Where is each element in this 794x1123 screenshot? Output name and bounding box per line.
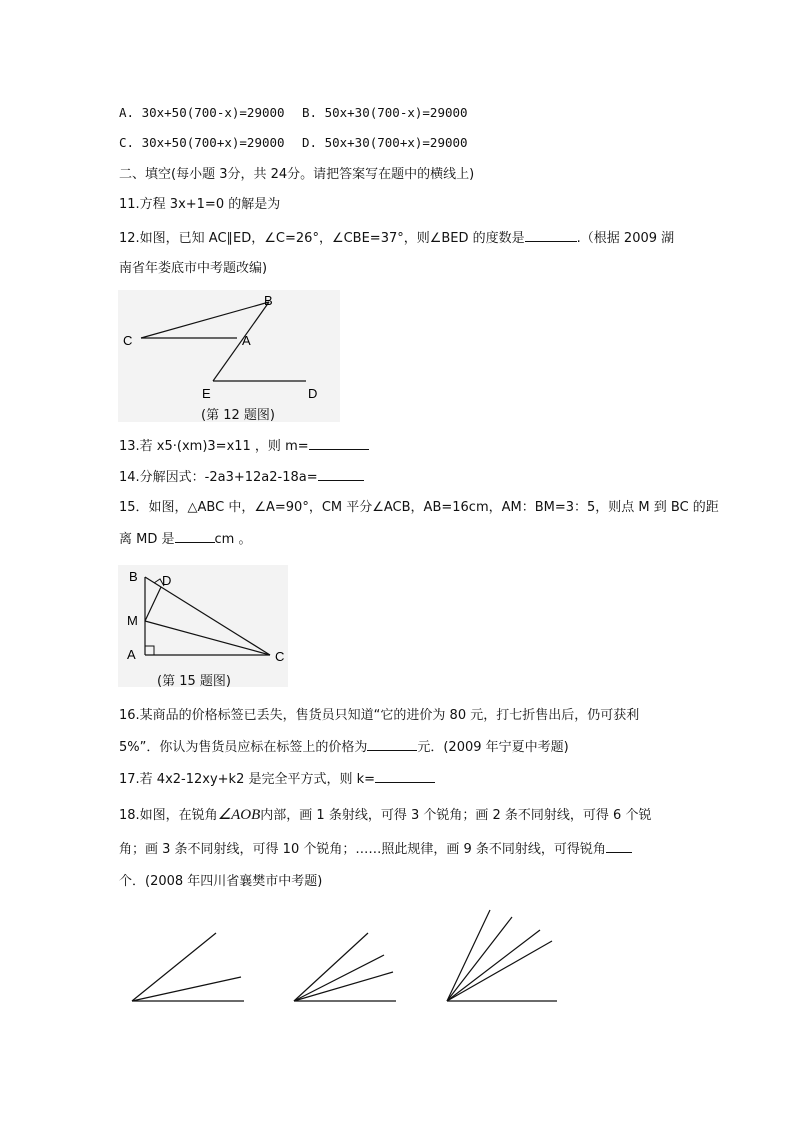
question-15-line2 — [119, 530, 251, 549]
option-b: B. 50x+30(700-x)=29000 — [302, 105, 468, 120]
q16-text: 5%”．你认为售货员应标在标签上的价格为 — [119, 740, 368, 755]
answer-blank[interactable] — [606, 840, 632, 853]
diagram-3-rays — [447, 910, 557, 1001]
q15-unit: cm 。 — [214, 532, 252, 547]
q12-source: .（根据 2009 湖 — [576, 231, 675, 246]
label-e: E — [202, 386, 211, 401]
figure-18 — [120, 900, 580, 1010]
q12-text: 12.如图，已知 AC∥ED，∠C=26°，∠CBE=37°，则∠BED 的度数是 — [119, 231, 525, 246]
question-14 — [119, 468, 364, 487]
label-c: C — [275, 649, 285, 664]
option-d: D. 50x+30(700+x)=29000 — [302, 135, 468, 150]
figure-15-caption: (第 15 题图) — [157, 674, 231, 689]
label-d: D — [162, 573, 172, 588]
answer-blank[interactable] — [375, 770, 435, 783]
option-c: C. 30x+50(700+x)=29000 — [119, 135, 285, 150]
q18-text-2: 角；画 3 条不同射线，可得 10 个锐角；……照此规律，画 9 条不同射线，可得锐角 — [119, 842, 606, 857]
answer-blank[interactable] — [318, 468, 364, 481]
answer-blank[interactable] — [175, 530, 215, 543]
question-18 — [119, 806, 651, 825]
label-a: A — [242, 333, 251, 348]
label-a: A — [127, 647, 136, 662]
diagram-1-ray — [132, 933, 244, 1001]
answer-blank[interactable] — [309, 437, 369, 450]
question-18-line2 — [119, 840, 632, 859]
question-11: 11.方程 3x+1=0 的解是为 — [119, 197, 281, 212]
q17-text: 17.若 4x2-12xy+k2 是完全平方式，则 k= — [119, 772, 376, 787]
question-16: 16.某商品的价格标签已丢失，售货员只知道“它的进价为 80 元，打七折售出后，仍可获利 — [119, 708, 640, 723]
label-b: B — [264, 293, 273, 308]
q14-text: 14.分解因式：-2a3+12a2-18a= — [119, 470, 318, 485]
question-15: 15．如图，△ABC 中，∠A=90°，CM 平分∠ACB，AB=16cm，AM：BM=3：5，则点 M 到 BC 的距 — [119, 500, 719, 515]
label-d: D — [308, 386, 318, 401]
q18-prefix: 18.如图，在锐角 — [119, 808, 218, 823]
label-c: C — [123, 333, 133, 348]
answer-blank[interactable] — [367, 738, 417, 751]
label-m: M — [127, 613, 138, 628]
question-12-line2: 南省年娄底市中考题改编) — [119, 261, 268, 276]
option-a: A. 30x+50(700-x)=29000 — [119, 105, 285, 120]
figure-15 — [118, 565, 288, 687]
q13-text: 13.若 x5·(xm)3=x11 ，则 m= — [119, 439, 309, 454]
q15-text: 离 MD 是 — [119, 532, 175, 547]
question-16-line2 — [119, 738, 569, 757]
figure-12-caption: (第 12 题图) — [201, 408, 275, 423]
angle-aob: ∠AOB — [217, 807, 261, 823]
q18-text: 内部，画 1 条射线，可得 3 个锐角；画 2 条不同射线，可得 6 个锐 — [260, 808, 652, 823]
question-12 — [119, 229, 674, 248]
diagram-2-rays — [294, 933, 396, 1001]
answer-blank[interactable] — [525, 229, 577, 242]
question-17 — [119, 770, 435, 789]
question-18-line3: 个．(2008 年四川省襄樊市中考题) — [119, 874, 323, 889]
label-b: B — [129, 569, 138, 584]
question-13 — [119, 437, 369, 456]
section-header: 二、填空(每小题 3分，共 24分。请把答案写在题中的横线上) — [119, 167, 475, 182]
figure-12 — [118, 290, 340, 422]
q16-source: 元．(2009 年宁夏中考题) — [417, 740, 569, 755]
